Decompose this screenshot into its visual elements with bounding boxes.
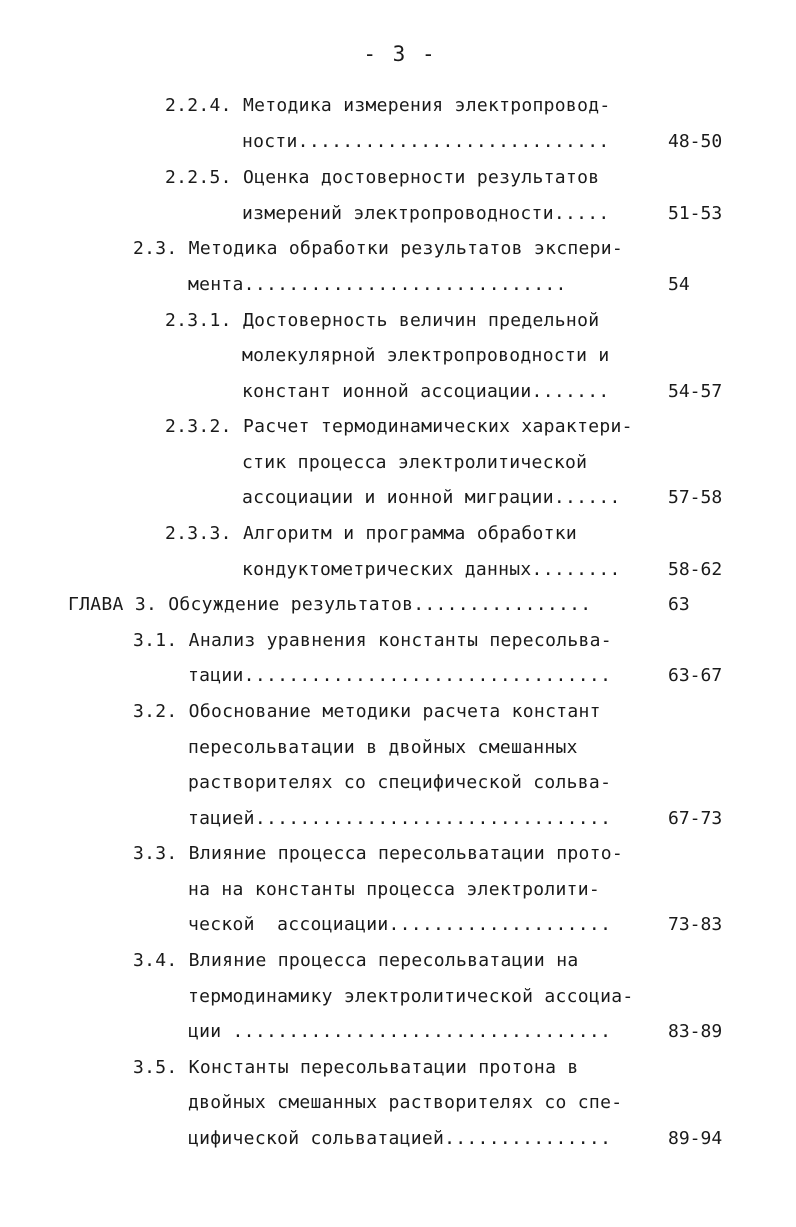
toc-entry-3-4-line2: термодинамику электролитической ассоциа- bbox=[188, 986, 634, 1007]
toc-entry-3-3-line1: 3.3. Влияние процесса пересольватации прото- bbox=[133, 843, 624, 864]
toc-entry-2-3-3-line2: кондуктометрических данных........ bbox=[242, 559, 621, 580]
toc-entry-3-5-line2: двойных смешанных растворителях со спе- bbox=[188, 1092, 623, 1113]
toc-entry-2-2-5-pages: 51-53 bbox=[668, 203, 723, 224]
toc-entry-3-1-pages: 63-67 bbox=[668, 665, 723, 686]
toc-entry-2-3-3-line1: 2.3.3. Алгоритм и программа обработки bbox=[165, 523, 578, 544]
toc-entry-2-2-5-line1: 2.2.5. Оценка достоверности результатов bbox=[165, 167, 600, 188]
toc-chapter-3: ГЛАВА 3. Обсуждение результатов................ bbox=[68, 594, 592, 615]
toc-entry-2-2-4-pages: 48-50 bbox=[668, 131, 723, 152]
toc-entry-3-1-line2: тации................................. bbox=[188, 665, 612, 686]
toc-chapter-3-pages: 63 bbox=[668, 594, 690, 615]
toc-entry-2-3-pages: 54 bbox=[668, 274, 690, 295]
toc-entry-2-3-3-pages: 58-62 bbox=[668, 559, 723, 580]
toc-entry-3-2-line1: 3.2. Обоснование методики расчета констант bbox=[133, 701, 601, 722]
toc-entry-3-5-pages: 89-94 bbox=[668, 1128, 723, 1149]
toc-entry-2-2-4-line1: 2.2.4. Методика измерения электропровод- bbox=[165, 95, 611, 116]
toc-entry-3-5-line3: цифической сольватацией............... bbox=[188, 1128, 612, 1149]
toc-entry-3-3-line2: на на константы процесса электролити- bbox=[188, 879, 601, 900]
toc-entry-2-3-1-pages: 54-57 bbox=[668, 381, 723, 402]
toc-entry-2-2-5-line2: измерений электропроводности..... bbox=[242, 203, 610, 224]
toc-entry-2-3-2-line3: ассоциации и ионной миграции...... bbox=[242, 487, 621, 508]
toc-entry-2-3-1-line2: молекулярной электропроводности и bbox=[242, 345, 610, 366]
toc-entry-3-2-line3: растворителях со специфической сольва- bbox=[188, 772, 612, 793]
toc-entry-3-5-line1: 3.5. Константы пересольватации протона в bbox=[133, 1057, 579, 1078]
toc-entry-2-3-1-line3: констант ионной ассоциации....... bbox=[242, 381, 610, 402]
toc-entry-3-4-line1: 3.4. Влияние процесса пересольватации на bbox=[133, 950, 579, 971]
toc-entry-2-3-2-pages: 57-58 bbox=[668, 487, 723, 508]
toc-entry-3-2-line4: тацией................................ bbox=[188, 808, 612, 829]
toc-entry-3-4-pages: 83-89 bbox=[668, 1021, 723, 1042]
toc-entry-2-3-line1: 2.3. Методика обработки результатов экспери- bbox=[133, 238, 624, 259]
toc-entry-3-1-line1: 3.1. Анализ уравнения константы пересольва- bbox=[133, 630, 612, 651]
toc-entry-2-3-line2: мента............................. bbox=[188, 274, 567, 295]
toc-entry-3-2-line2: пересольватации в двойных смешанных bbox=[188, 737, 578, 758]
page-number: - 3 - bbox=[363, 42, 437, 66]
toc-entry-2-2-4-line2: ности............................ bbox=[242, 131, 610, 152]
toc-entry-3-3-line3: ческой ассоциации.................... bbox=[188, 914, 612, 935]
toc-entry-2-3-2-line2: стик процесса электролитической bbox=[242, 452, 588, 473]
toc-entry-3-4-line3: ции .................................. bbox=[188, 1021, 612, 1042]
toc-entry-2-3-2-line1: 2.3.2. Расчет термодинамических характери- bbox=[165, 416, 633, 437]
toc-entry-3-2-pages: 67-73 bbox=[668, 808, 723, 829]
toc-entry-2-3-1-line1: 2.3.1. Достоверность величин предельной bbox=[165, 310, 600, 331]
toc-entry-3-3-pages: 73-83 bbox=[668, 914, 723, 935]
